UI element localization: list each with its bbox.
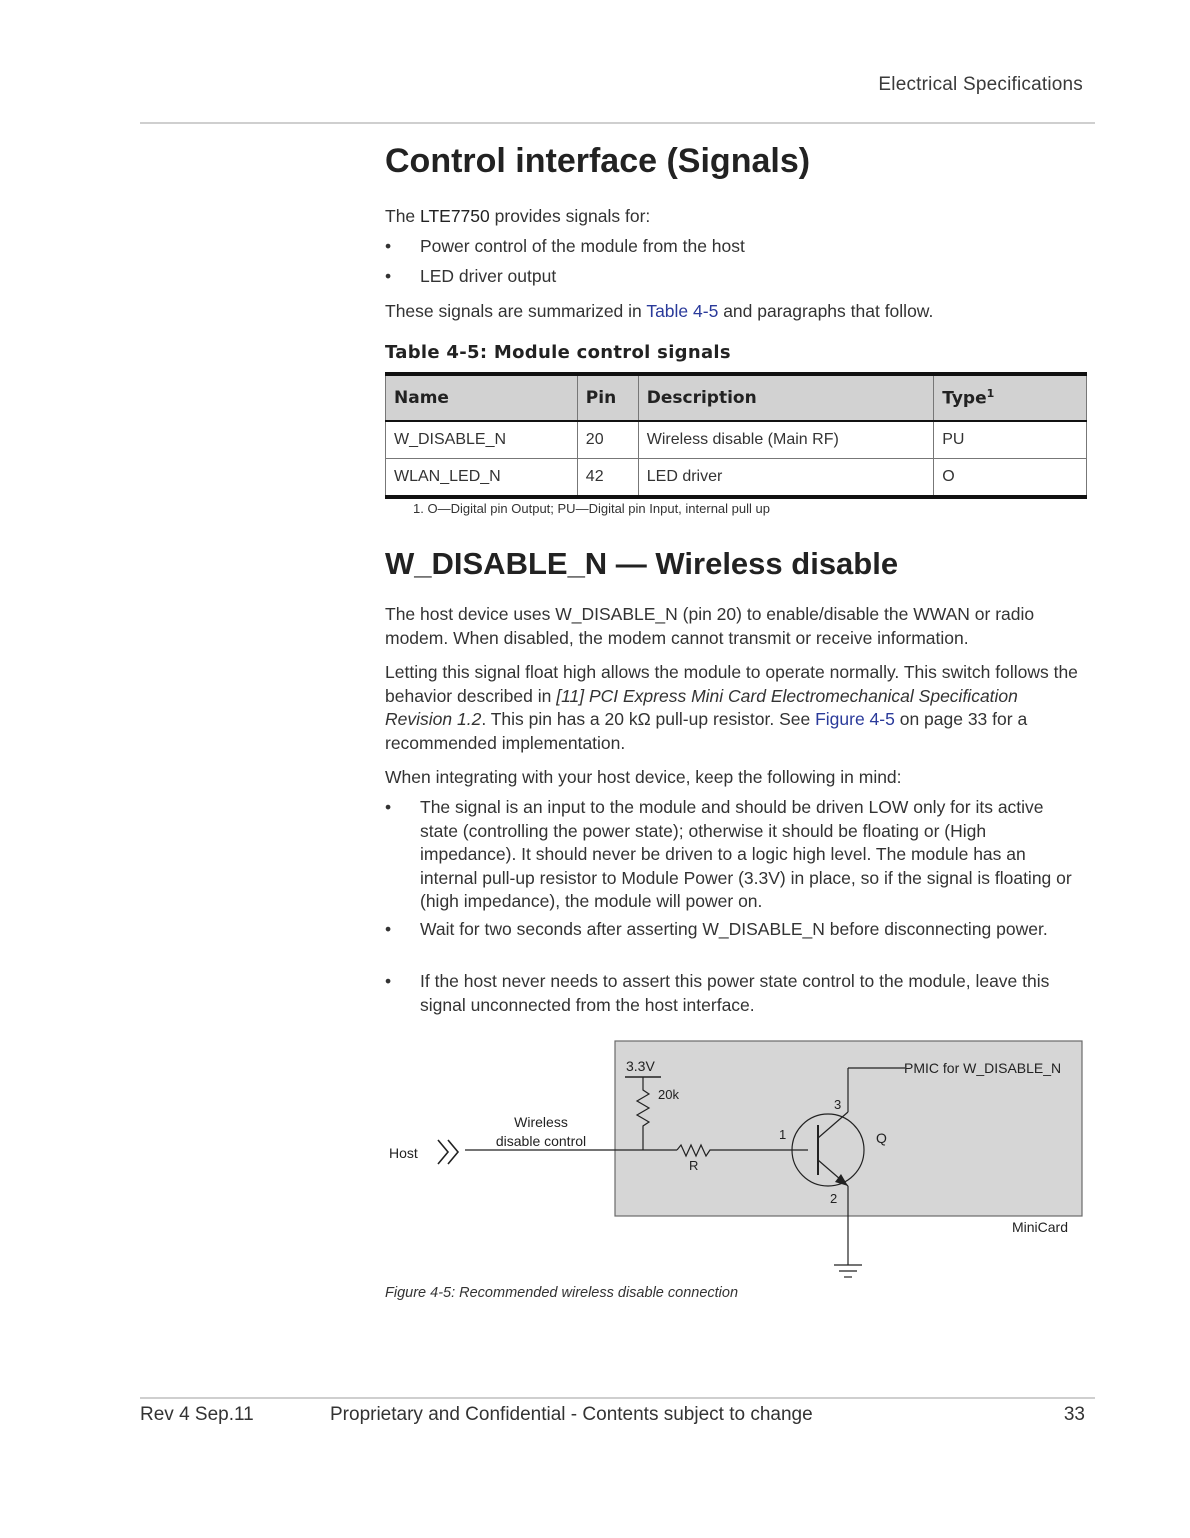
bullet-item: • The signal is an input to the module and should be driven LOW only for its active state (controlling the power state); otherwise it should be floating or (High impedance). It should never be driven to a logic high level. The module has an internal pull-up resistor to Module Power (3.3V) in place, so if the signal is floating or (high impedance), the module will power on. <box>385 797 1072 911</box>
figure-link[interactable]: Figure 4-5 <box>815 709 895 729</box>
cell-type: O <box>934 459 1087 498</box>
bullet-item: • Power control of the module from the host <box>385 236 745 256</box>
intro-paragraph: The LTE7750 provides signals for: <box>385 206 651 226</box>
column-header-name: Name <box>386 374 578 421</box>
cell-pin: 20 <box>577 421 638 459</box>
cell-name: WLAN_LED_N <box>386 459 578 498</box>
table-footnote: 1. O—Digital pin Output; PU—Digital pin Input, internal pull up <box>413 501 770 516</box>
host-connector-icon <box>438 1140 448 1164</box>
footnote-marker: 1 <box>986 387 995 401</box>
signal-label-line2: disable control <box>495 1133 587 1149</box>
section-title-wireless-disable: W_DISABLE_N — Wireless disable <box>385 546 899 581</box>
running-header: Electrical Specifications <box>878 74 1083 95</box>
cell-description: Wireless disable (Main RF) <box>638 421 933 459</box>
transistor-label: Q <box>876 1130 887 1146</box>
bullet-item: • If the host never needs to assert this power state control to the module, leave this signal unconnected from the host interface. <box>385 971 1050 1015</box>
resistor-label: R <box>689 1158 699 1173</box>
pin3-label: 3 <box>834 1097 842 1112</box>
cell-description: LED driver <box>638 459 933 498</box>
footer-revision: Rev 4 Sep.11 <box>140 1404 254 1425</box>
footer-rule <box>140 1397 1095 1399</box>
cell-pin: 42 <box>577 459 638 498</box>
minicard-label: MiniCard <box>1011 1219 1068 1235</box>
pin2-label: 2 <box>830 1191 838 1206</box>
column-header-description: Description <box>638 374 933 421</box>
figure-caption: Figure 4-5: Recommended wireless disable connection <box>385 1285 739 1301</box>
pmic-label: PMIC for W_DISABLE_N <box>904 1060 1062 1076</box>
column-header-type: Type$^1$ <box>934 374 1087 421</box>
cell-type: PU <box>934 421 1087 459</box>
paragraph: The host device uses W_DISABLE_N (pin 20) to enable/disable the WWAN or radio modem. When disabled, the modem cannot transmit or receive information. <box>385 604 1035 648</box>
summary-paragraph: These signals are summarized in Table 4-5 and paragraphs that follow. <box>385 301 934 321</box>
column-header-pin: Pin <box>577 374 638 421</box>
signal-label-line1: Wireless <box>514 1114 568 1130</box>
pullup-label: 20k <box>658 1087 679 1102</box>
pin1-label: 1 <box>779 1127 787 1142</box>
cell-name: W_DISABLE_N <box>386 421 578 459</box>
footer-notice: Proprietary and Confidential - Contents subject to change <box>330 1404 813 1425</box>
paragraph: When integrating with your host device, keep the following in mind: <box>385 767 902 787</box>
supply-label: 3.3V <box>626 1058 655 1074</box>
bullet-item: • LED driver output <box>385 266 557 286</box>
product-name: LTE7750 <box>420 206 490 226</box>
bullet-item: • Wait for two seconds after asserting W_DISABLE_N before disconnecting power. <box>385 919 1048 939</box>
table-link[interactable]: Table 4-5 <box>646 301 719 321</box>
paragraph: Letting this signal float high allows the module to operate normally. This switch follows the behavior described in [11] PCI Express Mini Card Electromechanical Specification Revision 1.2. This pin has a 20 kΩ pull-up resistor. See Figure 4-5 on page 33 for a recommended implementation. <box>385 662 1078 753</box>
table-caption: Table 4-5: Module control signals <box>385 342 731 363</box>
host-label: Host <box>389 1145 418 1161</box>
page-number: 33 <box>1063 1404 1085 1425</box>
section-title-control-interface: Control interface (Signals) <box>385 142 811 180</box>
host-connector-icon <box>448 1140 458 1164</box>
spec-reference: [11] PCI Express Mini Card Electromechanical Specification Revision 1.2 <box>385 685 1018 729</box>
